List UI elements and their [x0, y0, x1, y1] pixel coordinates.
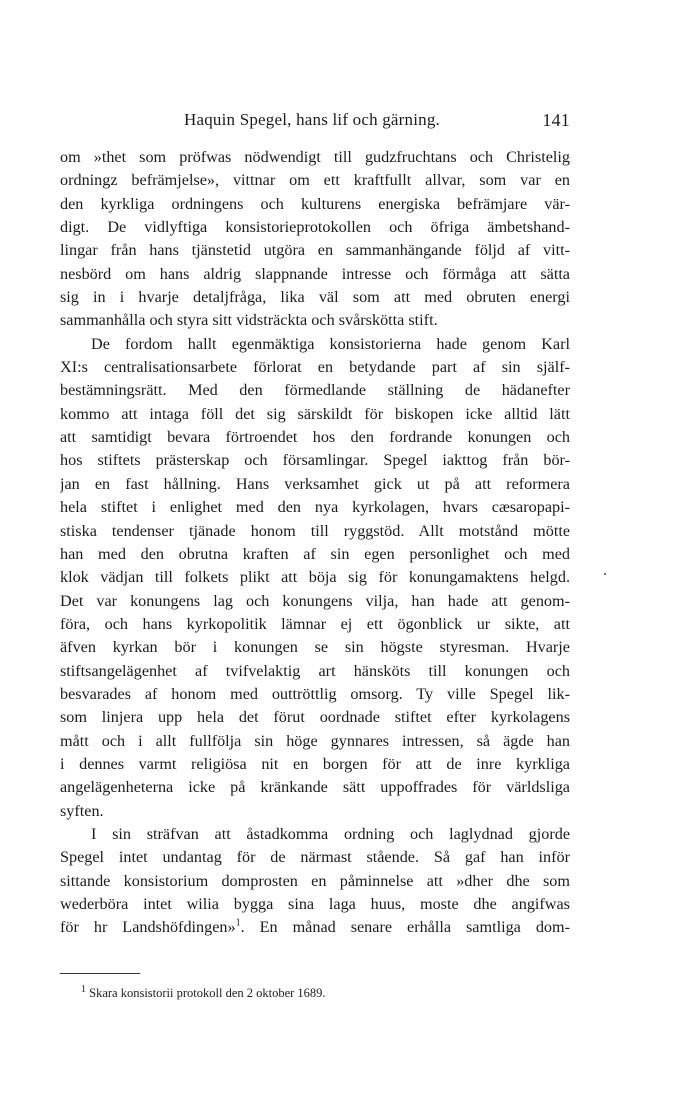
text-line: Det var konungens lag och konungens vilja, han hade att genom- [60, 591, 570, 610]
text-line: om »thet som pröfwas nödwendigt till gudzfruchtans och Christelig [60, 148, 570, 166]
text-line: XI:s centralisationsarbete förlorat en betydande part af sin själf- [60, 358, 570, 377]
text-line: äfven kyrkan bör i konungen se sin högste styresman. Hvarje [60, 638, 570, 657]
text-line: att samtidigt bevara förtroendet hos den fordrande konungen och [60, 428, 570, 447]
text-line: stiftsangelägenhet af tvifvelaktig art hänsköts till konungen och [60, 661, 570, 680]
text-line: syften. [60, 801, 104, 820]
text-line: mått och i allt fullfölja sin höge gynnares intressen, så ägde han [60, 731, 570, 750]
text-line: kommo att intaga föll det sig särskildt för biskopen icke alltid lätt [60, 404, 570, 423]
text-line: hos stiftets prästerskap och församlingar. Spegel iakttog från bör- [60, 451, 570, 470]
paragraph-start-line: I sin sträfvan att åstadkomma ordning och laglydnad gjorde [91, 824, 570, 843]
footnote-marker: 1 [81, 983, 86, 995]
body-text [60, 146, 570, 940]
text-line: föra, och hans kyrkopolitik lämnar ej ett ögonblick ur sikte, att [60, 614, 570, 633]
text-line: ordningz befrämjelse», vittnar om ett kraftfullt allvar, som var en [60, 171, 570, 190]
footnote-divider [60, 973, 140, 974]
text-line: bestämningsrätt. Med den förmedlande ställning de hädanefter [60, 381, 570, 400]
text-line: som linjera upp hela det förut oordnade stiftet efter kyrkolagens [60, 708, 570, 727]
footnote-reference[interactable]: 1 [235, 917, 241, 929]
page-number: 141 [542, 110, 570, 130]
text-line: sittande konsistorium domprosten en påminnelse att »dher dhe som [60, 871, 570, 890]
text-line: nesbörd om hans aldrig slappnande intresse och förmåga att sätta [60, 264, 570, 283]
text-segment: för hr Landshöfdingen» [60, 918, 236, 937]
text-line: sig in i hvarje detaljfråga, lika väl som att med obruten energi [60, 288, 570, 307]
text-line: Spegel intet undantag för de närmast stående. Så gaf han inför [60, 848, 570, 867]
text-line-with-footnote: för hr Landshöfdingen»$^1$. En månad senare erhålla samtliga dom- [60, 917, 570, 937]
text-line: angelägenheterna icke på kränkande sätt uppoffrades för världsliga [60, 778, 570, 797]
running-title: Haquin Spegel, hans lif och gärning. [184, 110, 441, 129]
running-head [60, 108, 570, 132]
text-line: stiska tendenser tjänade honom till ryggstöd. Allt motstånd mötte [60, 521, 570, 540]
text-line: besvarades af honom med outtröttlig omsorg. Ty ville Spegel lik- [60, 684, 570, 703]
text-segment: En månad senare erhålla samtliga dom- [259, 918, 570, 937]
text-line: jan en fast hållning. Hans verksamhet gick ut på att reformera [60, 474, 570, 493]
text-line: han med den obrutna kraften af sin egen personlighet och med [60, 544, 570, 563]
footnote-text: Skara konsistorii protokoll den 2 oktober 1689. [89, 986, 326, 1000]
footnote [60, 985, 570, 1001]
text-line: i dennes varmt religiösa nit en borgen för att de inre kyrkliga [60, 754, 570, 773]
text-line: den kyrkliga ordningens och kulturens energiska befrämjare vär- [60, 194, 570, 213]
text-line: digt. De vidlyftiga konsistorieprotokollen och öfriga ämbetshand- [60, 218, 570, 237]
text-line: wederböra intet wilia bygga sina laga huus, moste dhe angifwas [60, 895, 570, 913]
print-speck [604, 573, 606, 575]
text-line: lingar från hans tjänstetid utgöra en sammanhängande följd af vitt- [60, 241, 570, 260]
text-line: sammanhålla och styra sitt vidsträckta och svårskötta stift. [60, 311, 438, 330]
text-line: hela stiftet i enlighet med den nya kyrkolagen, hvars cæsaropapi- [60, 498, 570, 517]
text-line: klok vädjan till folkets plikt att böja sig för konungamaktens helgd. [60, 568, 570, 587]
paragraph-start-line: De fordom hallt egenmäktiga konsistorierna hade genom Karl [91, 334, 570, 353]
